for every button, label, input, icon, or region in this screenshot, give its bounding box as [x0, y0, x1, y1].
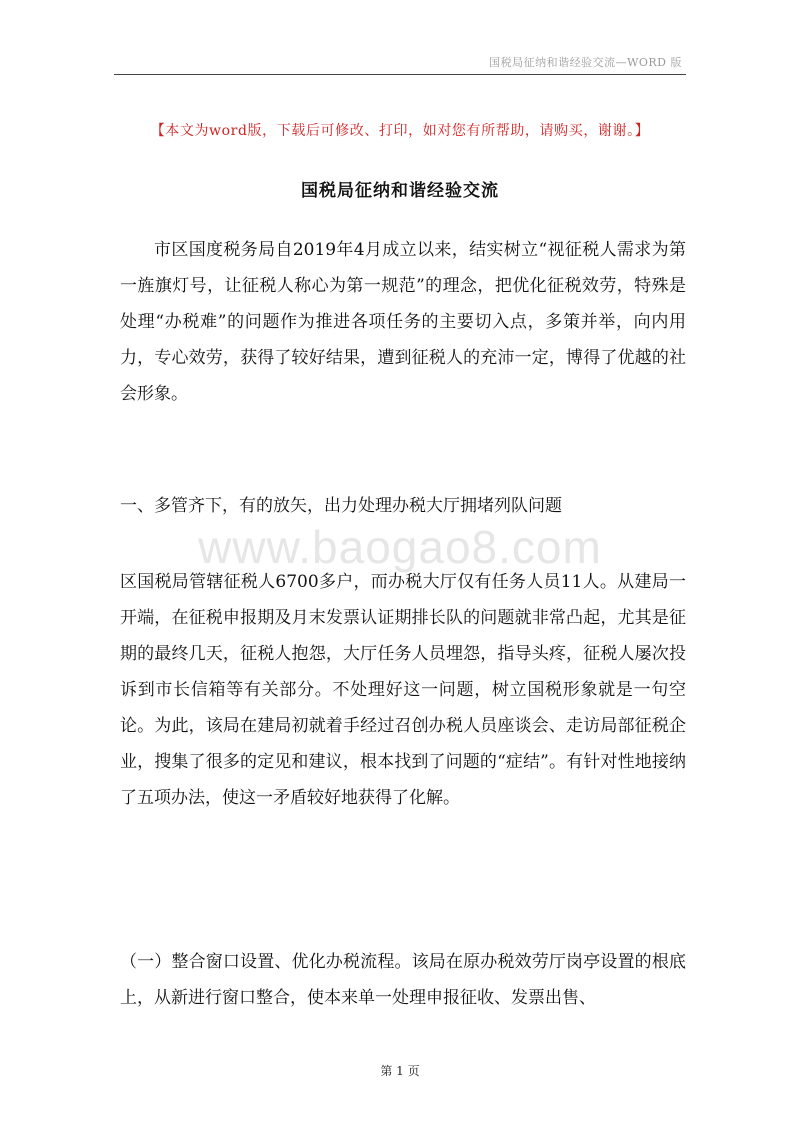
page-number: 第 1 页	[380, 1064, 420, 1078]
page-title: 国税局征纳和谐经验交流	[301, 181, 499, 201]
body-paragraph-1: 区国税局管辖征税人6700多户，而办税大厅仅有任务人员11人。从建局一开端，在征税申报期及月末发票认证期排长队的问题就非常凸起，尤其是征期的最终几天，征税人抱怨，大厅任务人员埋怨，指导头疼，征税人屡次投诉到市长信箱等有关部分。不处理好这一问题，树立国税形象就是一句空论。为此，该局在建局初就着手经过召创办税人员座谈会、走访局部征税企业，搜集了很多的定见和建议，根本找到了问题的“症结”。有针对性地接纳了五项办法，使这一矛盾较好地获得了化解。	[120, 572, 686, 808]
running-header: 国税局征纳和谐经验交流—WORD 版	[489, 56, 682, 69]
subsection-paragraph-1: （一）整合窗口设置、优化办税流程。该局在原办税效劳厅岗亭设置的根底上，从新进行窗口整合，使本来单一处理申报征收、发票出售、	[120, 952, 686, 1008]
section-heading-1: 一、多管齐下，有的放矢，出力处理办税大厅拥堵列队问题	[120, 496, 562, 516]
watermark: www.baogao8.com	[198, 521, 602, 573]
header-divider	[114, 74, 686, 75]
intro-paragraph: 市区国度税务局自2019年4月成立以来，结实树立“视征税人需求为第一旌旗灯号，让征税人称心为第一规范”的理念，把优化征税效劳，特殊是处理“办税难”的问题作为推进各项任务的主要切入点，多策并举，向内用力，专心效劳，获得了较好结果，遭到征税人的充沛一定，博得了优越的社会形象。	[120, 240, 686, 404]
purchase-notice: 【本文为word版，下载后可修改、打印，如对您有所帮助，请购买，谢谢。】	[150, 123, 650, 139]
